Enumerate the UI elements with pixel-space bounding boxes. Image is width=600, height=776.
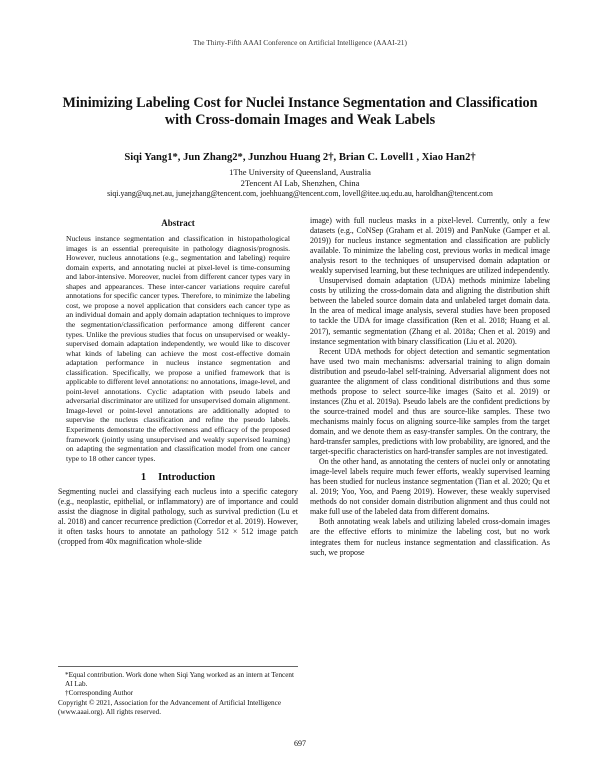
section-title: Introduction <box>158 472 216 484</box>
intro-paragraph-1: Segmenting nuclei and classifying each nucleus into a specific category (e.g., neoplastic, epithelial, or inflammatory) are of importance and could assist the diagnose in digital pathology, such as survival prediction (Lu et al. 2018) and cancer recurrence prediction (Corredor et al. 2019). However, it often tasks hours to annotate an pathology 512 × 512 image patch (cropped from 40x magnification whole-slide <box>58 487 298 547</box>
page-number: 697 <box>294 739 306 748</box>
footnotes <box>58 666 298 717</box>
right-paragraph-4: On the other hand, as annotating the centers of nuclei only or annotating image-level labels require much fewer efforts, weakly supervised learning has been studied for nucleus instance segmentation (Tian et al. 2020; Qu et al. 2019; Yoo, Yoo, and Paeng 2019). However, these weakly supervised methods do not consider domain distribution alignment and thus could not make full use of the labeled data from different domains. <box>310 457 550 517</box>
affiliation-1: 1The University of Queensland, Australia <box>229 167 371 177</box>
footnote-equal-contribution: *Equal contribution. Work done when Siqi Yang worked as an intern at Tencent AI Lab. <box>65 671 295 689</box>
author-list: Siqi Yang1*, Jun Zhang2*, Junzhou Huang 2†, Brian C. Lovell1 , Xiao Han2† <box>124 152 476 163</box>
right-paragraph-5: Both annotating weak labels and utilizing labeled cross-domain images are the effective efforts to minimize the labeling cost, but no work integrates them for nucleus instance segmentation and classification. As such, we propose <box>310 517 550 557</box>
right-paragraph-3: Recent UDA methods for object detection and semantic segmentation have used two main mechanisms: adversarial training to align domain distribution and pseudo-label self-training. Adversarial alignment does not guarantee the alignment of class conditional distributions and thus some methods propose to select source-like images (Saito et al. 2019) or instances (Zhu et al. 2019a). Pseudo labels are the confident predictions by the source-trained model and thus are source-like samples. These two mechanisms mainly focus on aligning source-like samples from the target domain, and we denote them as easy-transfer samples. On the contrary, the hard-transfer samples, predictions with low probability, are ignored, and the target-specific characteristics on hard-transfer samples are not investigated. <box>310 346 550 457</box>
abstract-text: Nucleus instance segmentation and classification in histopathological images is an essential prerequisite in pathology diagnosis/prognosis. However, nucleus annotations (e.g., segmentation and labeling) require domain experts, and annotating nuclei at pixel-level is time-consuming and labor-intensive. Moreover, nuclei from different cancer types vary in shapes and appearances. These inter-cancer variations require careful annotations for specific cancer types. Therefore, to minimize the labeling cost, we propose a novel application that considers each cancer type as an individual domain and apply domain adaptation techniques to improve the segmentation/classification performance among different cancer types. Unlike the previous studies that focus on unsupervised or weakly-supervised domain adaptation independently, we would like to discover what kinds of labeling can achieve the most cost-effective domain adaptation performance in nucleus instance segmentation and classification. Specifically, we propose a unified framework that is applicable to different level annotations: no annotations, image-level, and point-level annotations. Cyclic adaptation with pseudo labels and adversarial discriminator are utilized for unsupervised domain alignment. Image-level or point-level annotations are additionally adopted to supervise the nucleus classification and refine the pseudo labels. Experiments demonstrate the effectiveness and efficacy of the proposed framework (jointly using unsupervised and weakly supervised learning) on adapting the segmentation and classification model from one cancer type to 18 other cancer types. <box>66 234 290 463</box>
abstract-heading: Abstract <box>161 218 195 228</box>
title-line-2: with Cross-domain Images and Weak Labels <box>164 112 436 128</box>
section-heading-introduction <box>58 473 298 483</box>
right-column <box>310 216 550 558</box>
right-paragraph-1: image) with full nucleus masks in a pixel-level. Currently, only a few datasets (e.g., CoNSep (Graham et al. 2019) and PanNuke (Gamper et al. 2019)) for nucleus instance segmentation and classification are publicly available. To minimize the labeling cost, previous works in medical image analysis resort to the techniques of unsupervised domain adaptation or weakly supervised learning, but these techniques are utilized independently. <box>310 216 550 276</box>
author-emails: siqi.yang@uq.net.au, junejzhang@tencent.com, joehhuang@tencent.com, lovell@itee.uq.edu.au, haroldhan@tencent.com <box>107 189 493 198</box>
footnote-corresponding-author: †Corresponding Author <box>65 689 134 698</box>
paper-title <box>40 95 560 129</box>
copyright-notice: Copyright © 2021, Association for the Advancement of Artificial Intelligence (www.aaai.org). All rights reserved. <box>58 698 282 716</box>
section-number: 1 <box>140 472 147 484</box>
left-column <box>58 216 298 548</box>
title-line-1: Minimizing Labeling Cost for Nuclei Instance Segmentation and Classification <box>62 95 538 111</box>
conference-header: The Thirty-Fifth AAAI Conference on Artificial Intelligence (AAAI-21) <box>193 38 407 47</box>
right-paragraph-2: Unsupervised domain adaptation (UDA) methods minimize labeling costs by utilizing the cross-domain data and aligning the distribution shift between the labeled source domain data and unlabeled target domain data. In the area of medical image analysis, several studies have been proposed to tackle the UDA for image classification (Ren et al. 2018; Huang et al. 2017), semantic segmentation (Zhang et al. 2018a; Chen et al. 2019) and instance segmentation with binary classification (Liu et al. 2020). <box>310 276 550 346</box>
affiliation-2: 2Tencent AI Lab, Shenzhen, China <box>240 178 360 188</box>
